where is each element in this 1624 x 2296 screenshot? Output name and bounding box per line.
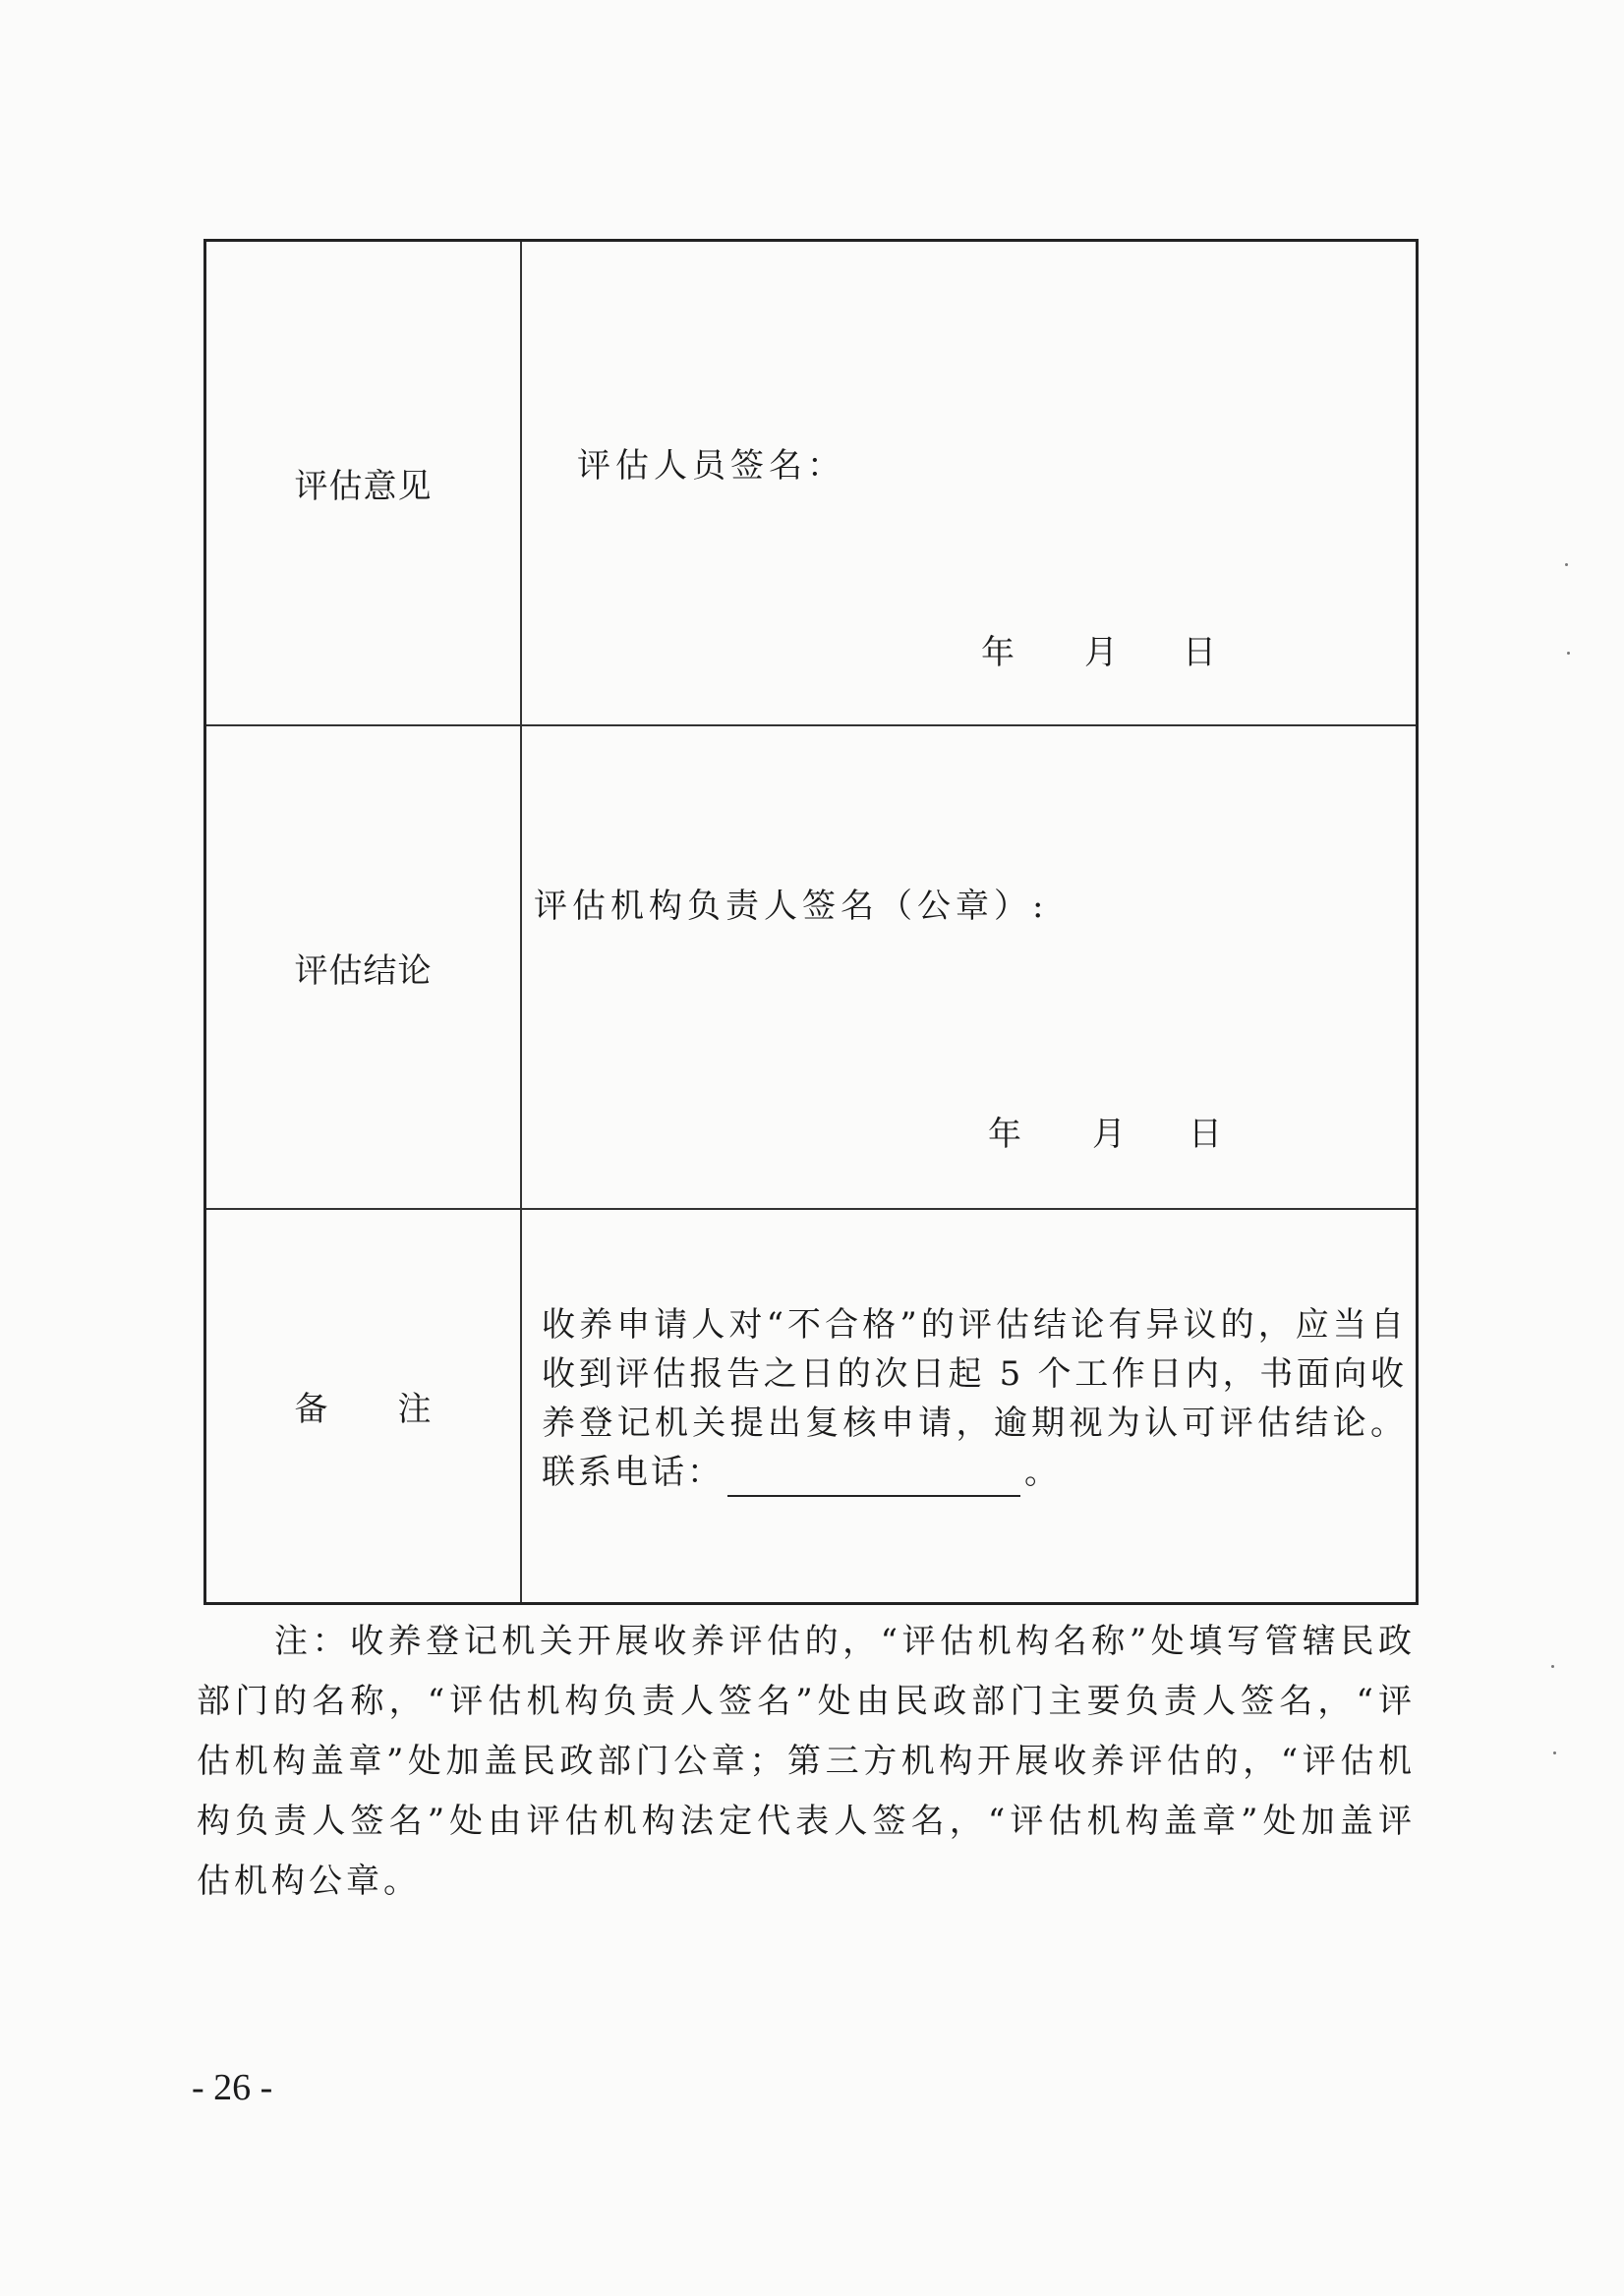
date-month-label: 月 <box>1084 633 1118 672</box>
remarks-label-char-2: 注 <box>397 1390 433 1429</box>
agency-head-signature-label: 评估机构负责人签名（公章）: <box>534 887 1049 926</box>
remarks-text-block <box>542 1300 1407 1497</box>
assessment-opinion-label: 评估意见 <box>206 242 522 724</box>
remarks-label <box>206 1210 522 1602</box>
date-month-label: 月 <box>1092 1115 1126 1154</box>
assessment-conclusion-label: 评估结论 <box>206 726 522 1208</box>
assessment-form-table <box>203 239 1419 1605</box>
date-day-label: 日 <box>1189 1115 1222 1154</box>
date-year-label: 年 <box>988 1115 1021 1154</box>
date-day-label: 日 <box>1183 633 1216 672</box>
scan-speck <box>1565 563 1568 566</box>
scan-speck <box>1553 1751 1556 1754</box>
assessment-conclusion-content <box>522 726 1416 1208</box>
remarks-row <box>206 1210 1416 1602</box>
date-year-label: 年 <box>981 633 1015 672</box>
page-number: - 26 - <box>192 2067 273 2108</box>
assessment-conclusion-row <box>206 726 1416 1210</box>
assessor-signature-label: 评估人员签名： <box>577 446 845 486</box>
remarks-text: 收养申请人对“不合格”的评估结论有异议的，应当自收到评估报告之日的次日起 5 个工作日内，书面向收养登记机关提出复核申请，逾期视为认可评估结论。联系电话： <box>542 1305 1407 1492</box>
phone-number-blank[interactable] <box>727 1460 1020 1497</box>
remarks-content <box>522 1210 1416 1602</box>
footnote-text: 注：收养登记机关开展收养评估的，“评估机构名称”处填写管辖民政部门的名称，“评估机构负责人签名”处由民政部门主要负责人签名，“评估机构盖章”处加盖民政部门公章；第三方机构开展收养评估的，“评估机构负责人签名”处由评估机构法定代表人签名，“评估机构盖章”处加盖评估机构公章。 <box>197 1622 1416 1901</box>
scan-speck <box>1567 652 1570 655</box>
assessment-opinion-row <box>206 242 1416 726</box>
scan-speck <box>1551 1665 1554 1668</box>
remarks-text-end: 。 <box>1024 1453 1061 1492</box>
assessment-opinion-content <box>522 242 1416 724</box>
remarks-label-char-1: 备 <box>294 1390 329 1429</box>
